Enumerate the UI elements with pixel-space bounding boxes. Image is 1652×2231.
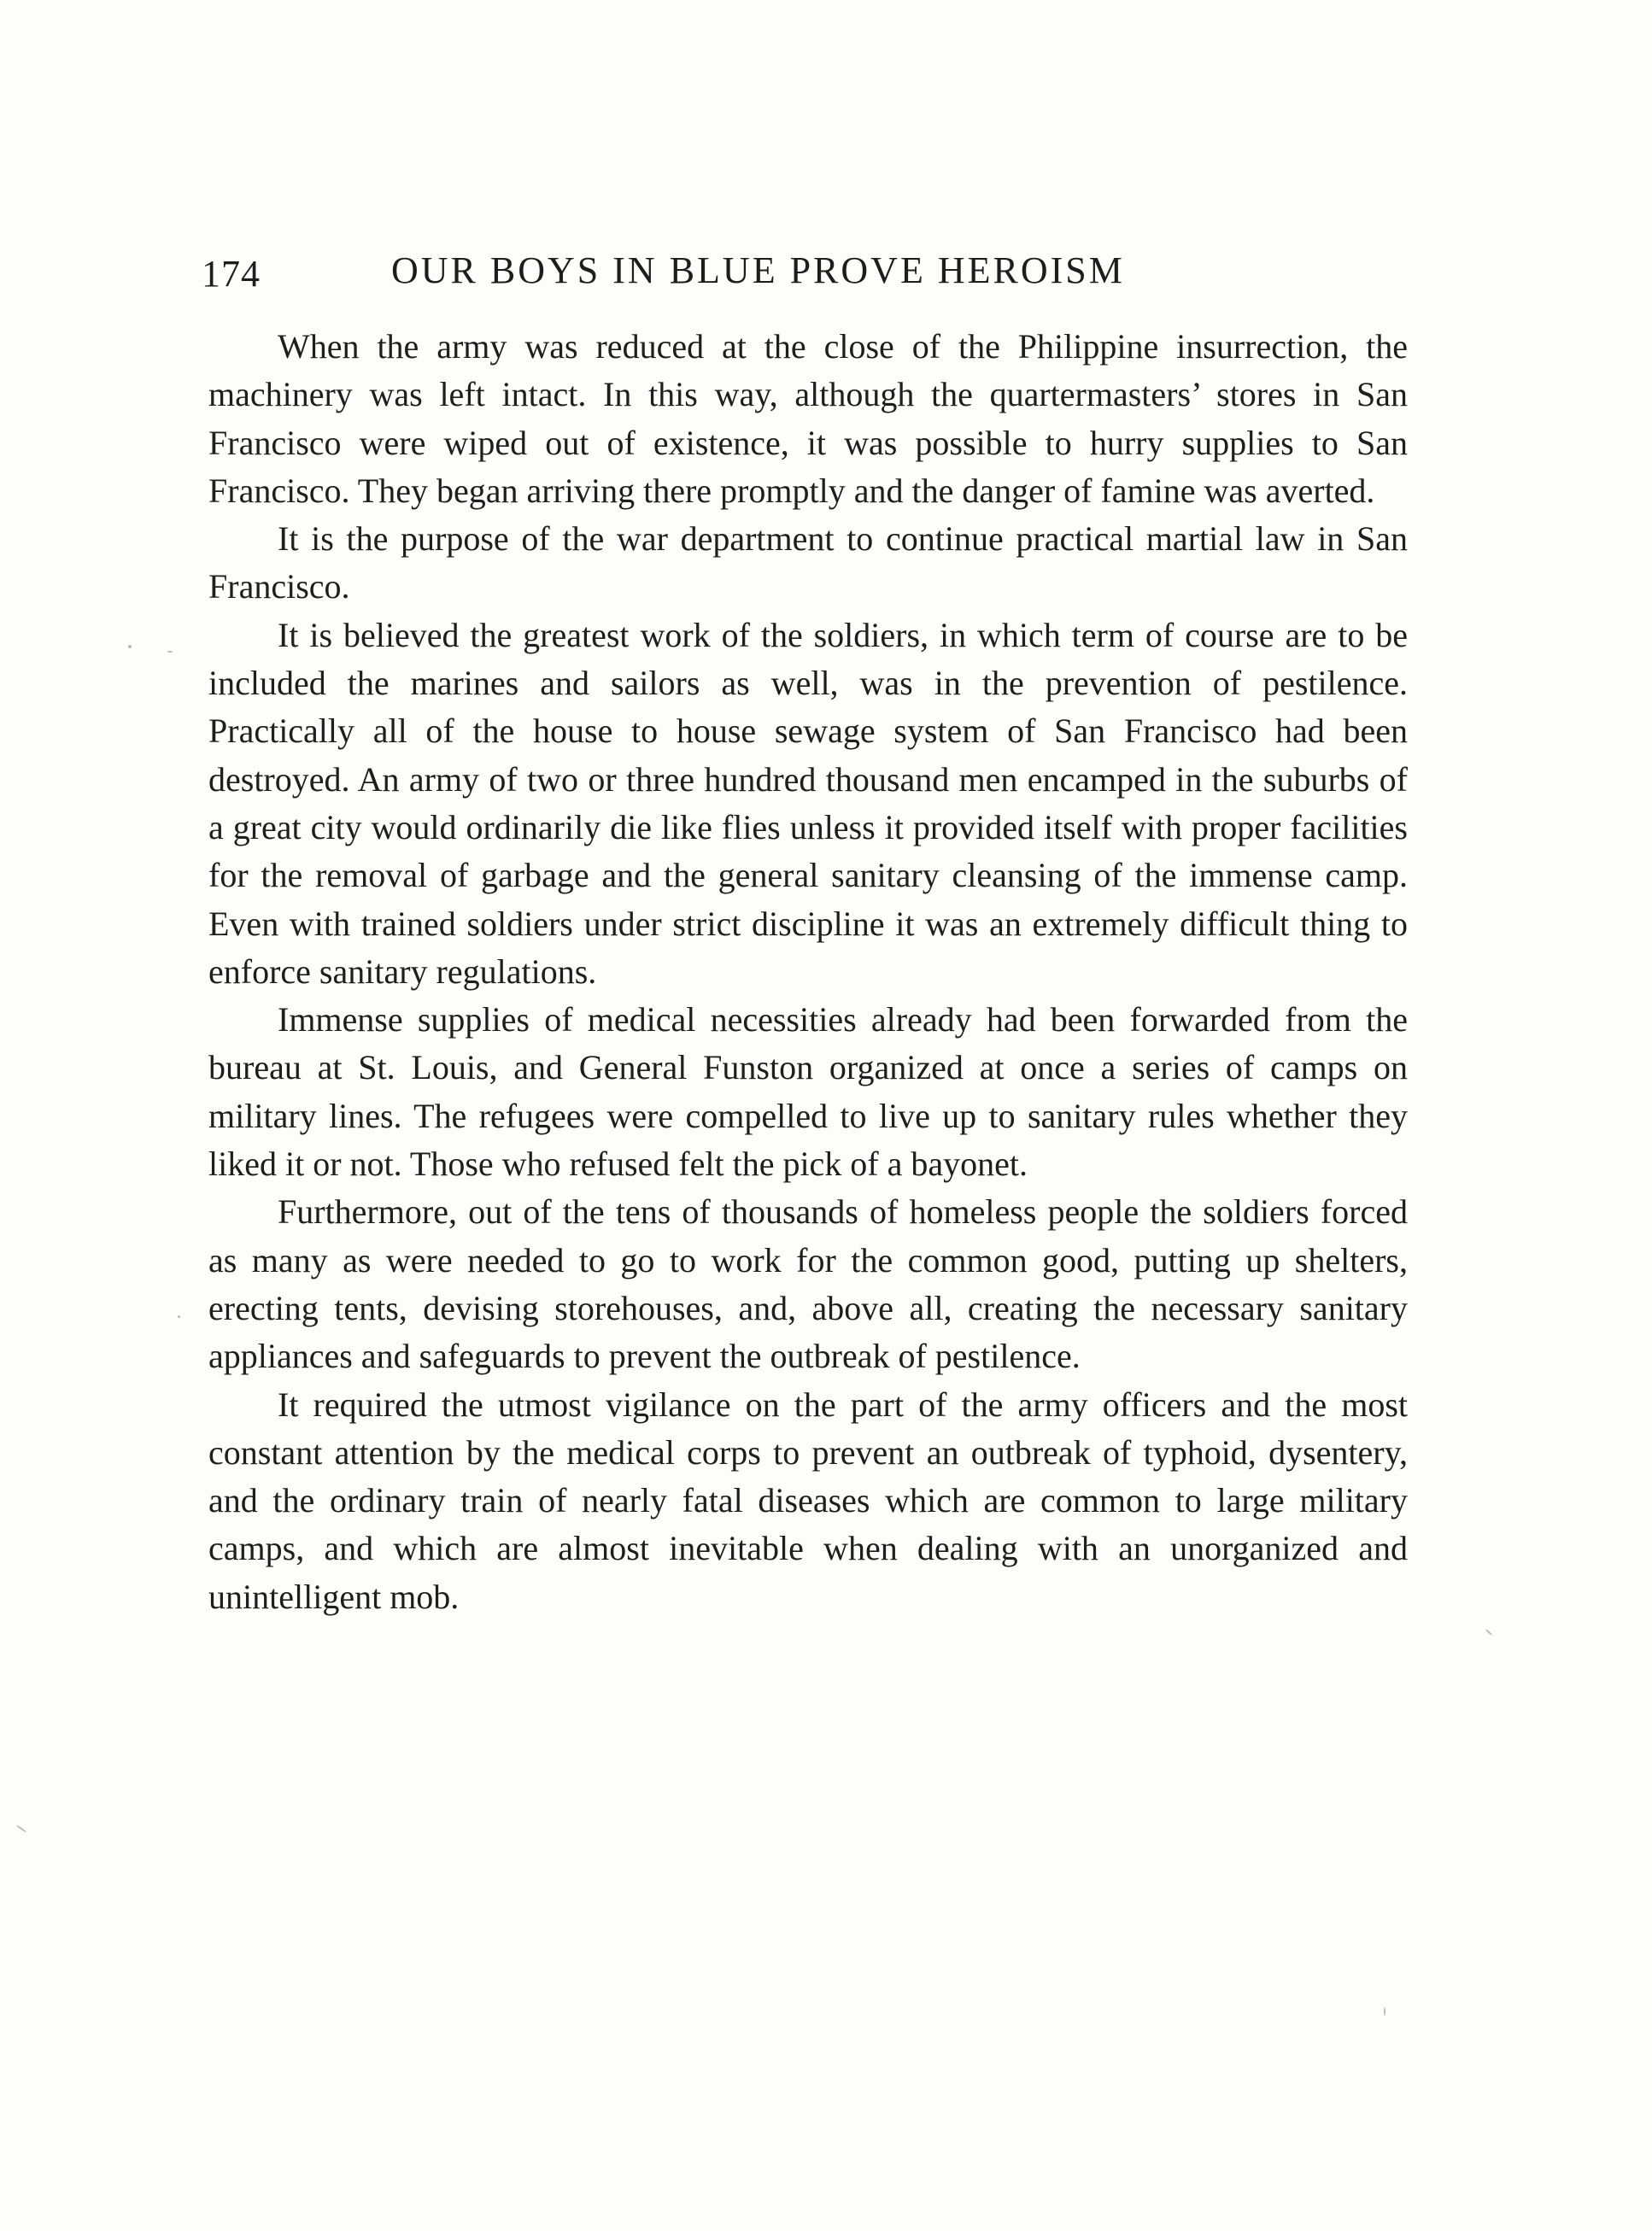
page-number: 174: [202, 253, 261, 295]
scan-speck: [1485, 1629, 1492, 1636]
paragraph: It required the utmost vigilance on the part of the army officers and the most constant attention by the medical corps to prevent an outbreak of typhoid, dysentery, and the ordinary train of nearly fatal diseases which are common to large military camps, and which are almost inevitable when dealing with an unorganized and unintelligent mob.: [208, 1385, 1408, 1616]
scan-speck: [1384, 2007, 1385, 2016]
scan-speck: [128, 645, 132, 648]
paragraph: It is believed the greatest work of the soldiers, in which term of course are to be included the marines and sailors as well, was in the prevention of pestilence. Practically all of the house to house sewage system of San Francisco had been destroyed. An army of two or three hundred thousand men encamped in the suburbs of a great city would ordinarily die like flies unless it provided itself with proper facilities for the removal of garbage and the general sanitary cleansing of the immense camp. Even with trained soldiers under strict discipline it was an extremely difficult thing to enforce sanitary regulations.: [208, 615, 1408, 991]
scan-speck: [167, 651, 173, 653]
scan-speck: [178, 1315, 180, 1318]
paragraph: It is the purpose of the war department to continue practical martial law in San Francisco.: [208, 519, 1408, 606]
paragraph: Furthermore, out of the tens of thousands of homeless people the soldiers forced as many as were needed to go to work for the common good, putting up shelters, erecting tents, devising storehouses, and, above all, creating the necessary sanitary appliances and safeguards to prevent the outbreak of pestilence.: [208, 1192, 1408, 1376]
paragraph: When the army was reduced at the close of the Philippine insurrection, the machinery was left intact. In this way, although the quartermasters’ stores in San Francisco were wiped out of existence, it was possible to hurry supplies to San Francisco. They began arriving there promptly and the danger of famine was averted.: [208, 327, 1408, 510]
running-title: OUR BOYS IN BLUE PROVE HEROISM: [391, 249, 1125, 291]
paragraph: Immense supplies of medical necessities already had been forwarded from the bureau at St. Louis, and General Funston organized at once a series of camps on military lines. The refugees were compelled to live up to sanitary rules whether they liked it or not. Those who refused felt the pick of a bayonet.: [208, 1000, 1408, 1184]
page-header: [202, 243, 1415, 303]
scan-speck: [16, 1824, 27, 1833]
body-text: [208, 323, 1408, 1621]
